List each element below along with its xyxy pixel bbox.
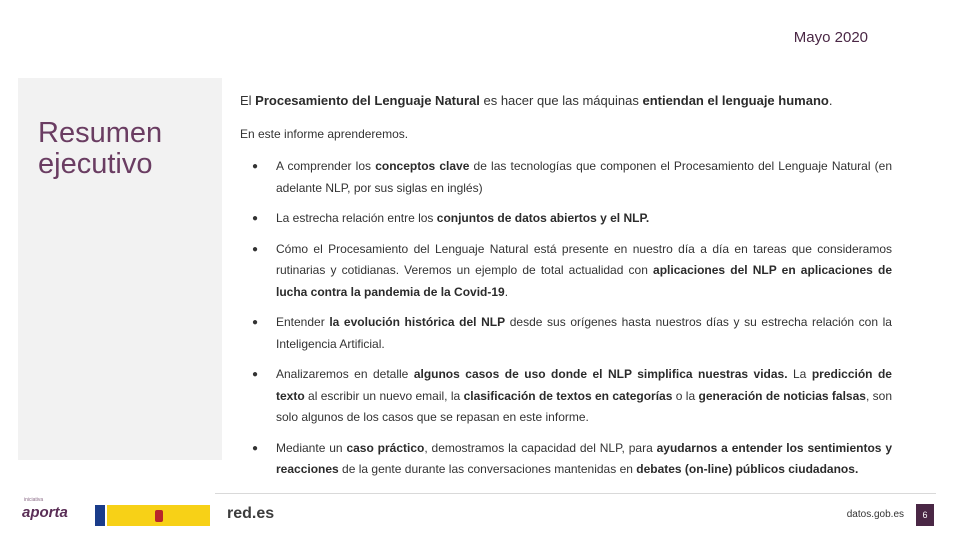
text-run: El <box>240 93 256 108</box>
text-run: desde sus orígenes hasta nuestros días y su estrecha relación con la Inteligencia Artificial. <box>276 315 892 351</box>
text-run: Analizaremos en detalle <box>276 367 414 381</box>
list-item <box>240 312 892 355</box>
text-run: . <box>828 93 833 108</box>
text-run: o la <box>672 388 699 403</box>
bold-text: ayudarnos a entender los sentimientos y reacciones <box>276 440 893 476</box>
bullet-icon: ● <box>252 442 259 454</box>
spain-government-logo-icon <box>107 505 210 526</box>
text-run: de la gente durante las conversaciones mantenidas en <box>338 462 637 476</box>
bullet-icon: ● <box>252 161 259 172</box>
text-run: La <box>787 367 812 381</box>
text-run: al escribir un nuevo email, la <box>304 388 464 403</box>
bold-text: caso práctico <box>346 440 425 455</box>
lead-paragraph <box>240 92 892 110</box>
aporta-logo-text: aporta <box>22 504 68 521</box>
text-run: La estrecha relación entre los <box>276 211 437 225</box>
text-run: A comprender los <box>276 159 376 173</box>
bold-text: generación de noticias falsas <box>698 388 866 403</box>
list-item <box>240 438 892 481</box>
list-item <box>240 156 892 199</box>
bold-text: conceptos clave <box>375 159 470 173</box>
site-url[interactable]: datos.gob.es <box>846 509 904 520</box>
bold-text: entiendan el lenguaje humano <box>642 93 829 108</box>
bullet-icon: ● <box>252 213 259 224</box>
main-content <box>240 92 892 490</box>
redes-logo: red.es <box>227 505 275 522</box>
footer-divider <box>215 493 936 494</box>
bullet-icon: ● <box>252 369 259 380</box>
bullet-icon: ● <box>252 243 259 255</box>
list-item <box>240 208 892 230</box>
bold-text: Procesamiento del Lenguaje Natural <box>255 93 480 108</box>
bold-text: aplicaciones del NLP en aplicaciones de lucha contra la pandemia de la Covid-19 <box>276 263 892 299</box>
section-title: Resumen ejecutivo <box>38 117 163 180</box>
intro-text: En este informe aprenderemos. <box>240 127 409 141</box>
text-run: es hacer que las máquinas <box>479 93 643 108</box>
text-run: Entender <box>276 315 330 329</box>
aporta-logo-caption: iniciativa <box>24 497 44 503</box>
bullet-icon: ● <box>252 317 259 328</box>
aporta-logo <box>22 497 68 521</box>
bold-text: la evolución histórica del NLP <box>329 315 506 329</box>
text-run: , demostramos la capacidad del NLP, para <box>424 440 657 455</box>
bold-text: debates (on-line) públicos ciudadanos. <box>636 462 859 476</box>
government-logos <box>95 505 210 526</box>
bold-text: conjuntos de datos abiertos y el NLP. <box>436 211 650 225</box>
bold-text: predicción de texto <box>276 367 892 403</box>
text-run: , son solo algunos de los casos que se repasan en este informe. <box>276 388 892 424</box>
page-number: 6 <box>916 504 934 526</box>
bullet-list <box>240 156 892 481</box>
text-run: Mediante un <box>276 440 347 455</box>
list-item <box>240 239 892 304</box>
bold-text: algunos casos de uso donde el NLP simplifica nuestras vidas. <box>413 367 788 381</box>
text-run: Cómo el Procesamiento del Lenguaje Natural está presente en nuestro día a día en tareas que consideramos rutinarias y cotidianas. Veremos un ejemplo de total actualidad con <box>276 241 892 277</box>
date-label: Mayo 2020 <box>793 29 868 46</box>
list-item <box>240 364 892 429</box>
bold-text: clasificación de textos en categorías <box>463 388 673 403</box>
eu-flag-icon <box>95 505 105 526</box>
text-run: . <box>504 284 509 299</box>
text-run: de las tecnologías que componen el Procesamiento del Lenguaje Natural (en adelante NLP, por sus siglas en inglés) <box>276 159 893 195</box>
